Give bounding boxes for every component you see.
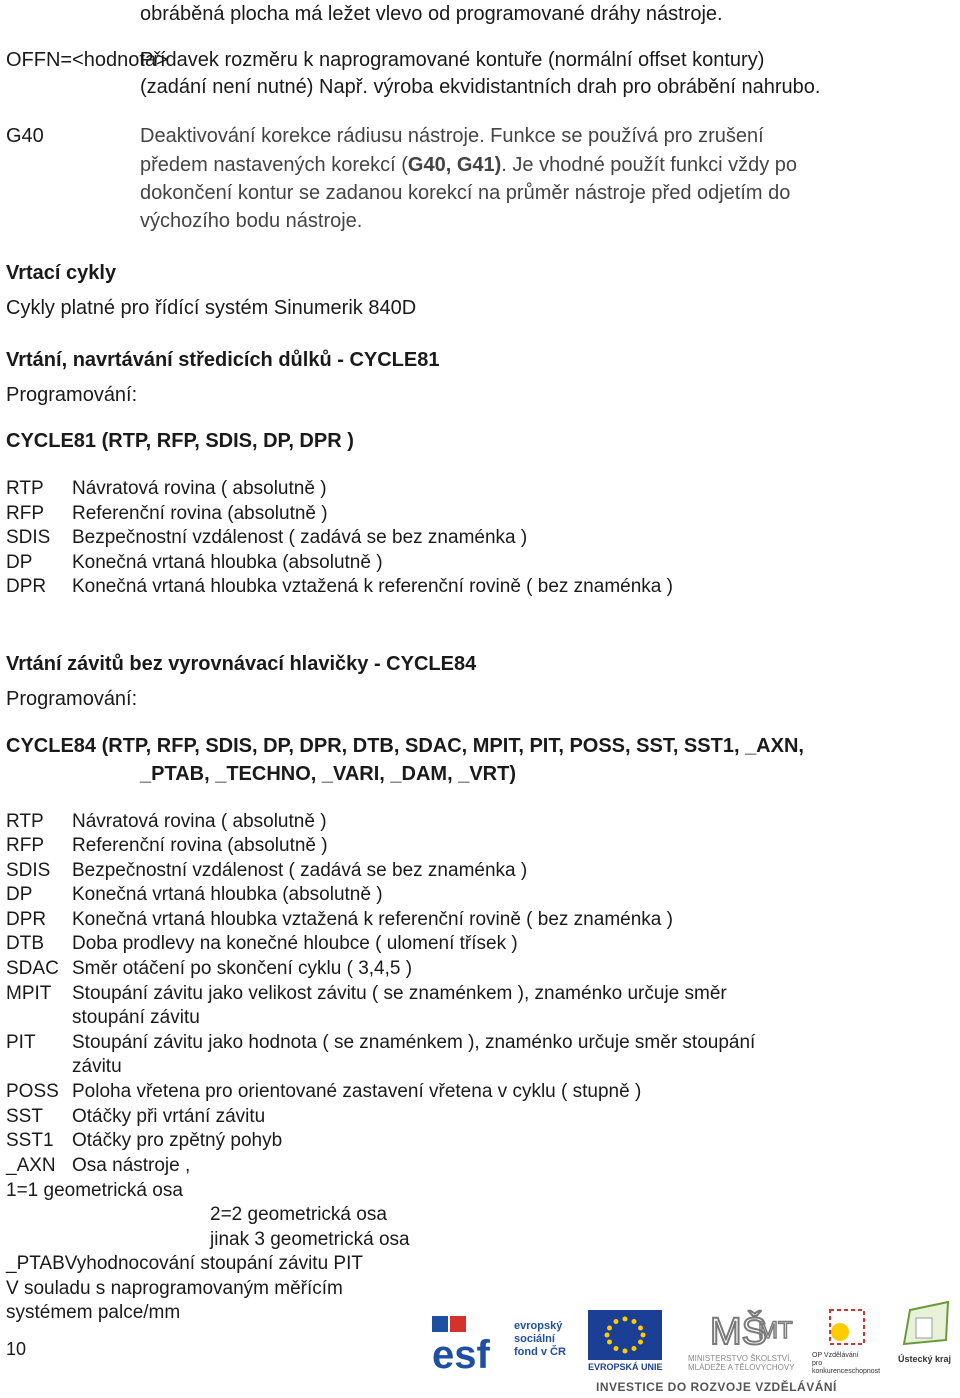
param-desc: Konečná vrtaná hloubka vztažená k referenční rovině ( bez znaménka ) [72,909,673,930]
msmt-logo [680,1304,810,1374]
cycle84-programming-label: Programování: [6,688,138,710]
g40-desc-part: . Je vhodné použít funkci vždy po [501,154,798,176]
param-name: DP [6,884,33,905]
msmt-text-line: MLÁDEŽE A TĚLOVÝCHOVY [688,1363,795,1372]
op-text [812,1352,880,1376]
param-desc: Referenční rovina (absolutně ) [72,503,328,524]
op-text-line: pro konkurenceschopnost [812,1360,881,1375]
param-desc: Otáčky při vrtání závitu [72,1106,266,1127]
cycle81-heading: Vrtání, navrtávání středicích důlků - CYCLE81 [6,349,440,371]
section-subtitle: Cykly platné pro řídící systém Sinumerik 840D [6,297,417,319]
offn-label: OFFN=<hodnota> [6,49,168,71]
param-desc: Stoupání závitu jako hodnota ( se znaménkem ), znaménko určuje směr stoupání [72,1032,756,1053]
param-name: RFP [6,503,44,524]
esf-logo [430,1308,580,1374]
continuation-line: obráběná plocha má ležet vlevo od programované dráhy nástroje. [140,3,723,25]
svg-text:MT: MT [758,1317,793,1344]
param-name: DTB [6,933,44,954]
param-desc-cont: závitu [72,1056,122,1077]
param-desc: Bezpečnostní vzdálenost ( zadává se bez znaménka ) [72,527,528,548]
param-name: PIT [6,1032,36,1053]
g40-desc-line: dokončení kontur se zadanou korekcí na průměr nástroje před odjetím do [140,182,791,204]
cycle81-programming-label: Programování: [6,384,138,406]
axn-option: 2=2 geometrická osa [210,1204,387,1225]
op-logo-mark [812,1306,872,1352]
param-desc: Stoupání závitu jako velikost závitu ( se znaménkem ), znaménko určuje směr [72,983,727,1004]
ptab-line: V souladu s naprogramovaným měřícím [6,1278,343,1299]
param-desc: Bezpečnostní vzdálenost ( zadává se bez znaménka ) [72,860,528,881]
cycle84-syntax-cont: _PTAB, _TECHNO, _VARI, _DAM, _VRT) [140,763,516,785]
param-name: SST [6,1106,43,1127]
param-name: _AXN [6,1155,56,1176]
param-desc: Osa nástroje , [72,1155,191,1176]
param-desc: Konečná vrtaná hloubka vztažená k referenční rovině ( bez znaménka ) [72,576,673,597]
kraj-logo-mark [896,1300,956,1352]
param-name: DP [6,552,33,573]
param-name: RFP [6,835,44,856]
param-name: POSS [6,1081,59,1102]
offn-desc-line: Přídavek rozměru k naprogramované kontuře (normální offset kontury) [140,49,765,71]
esf-text-line: fond v ČR [514,1346,566,1358]
g40-desc-line: Deaktivování korekce rádiusu nástroje. Funkce se používá pro zrušení [140,125,764,147]
esf-text [514,1320,566,1359]
param-name: DPR [6,576,47,597]
msmt-logo-mark [680,1304,810,1354]
axn-option: jinak 3 geometrická osa [210,1229,410,1250]
g40-desc-line: výchozího bodu nástroje. [140,210,363,232]
param-desc: Doba prodlevy na konečné hloubce ( ulomení třísek ) [72,933,518,954]
cycle84-syntax: CYCLE84 (RTP, RFP, SDIS, DP, DPR, DTB, SDAC, MPIT, PIT, POSS, SST, SST1, _AXN, [6,735,804,757]
investment-banner: INVESTICE DO ROZVOJE VZDĚLÁVÁNÍ [596,1380,837,1394]
param-name: DPR [6,909,47,930]
g40-label: G40 [6,125,44,147]
ptab-line: systémem palce/mm [6,1302,181,1323]
param-desc: Návratová rovina ( absolutně ) [72,811,327,832]
offn-desc-line: (zadání není nutné) Např. výroba ekvidistantních drah pro obrábění nahrubo. [140,76,821,98]
param-name: SST1 [6,1130,54,1151]
g40-desc-part: předem nastavených korekcí ( [140,154,408,176]
kraj-text: Ústecký kraj [898,1354,952,1364]
esf-text-line: evropský [514,1320,563,1332]
ptab-line: _PTABVyhodnocování stoupání závitu PIT [6,1253,363,1274]
param-desc: Konečná vrtaná hloubka (absolutně ) [72,552,383,573]
param-desc: Konečná vrtaná hloubka (absolutně ) [72,884,383,905]
g40-desc-line [140,153,797,177]
param-desc: Referenční rovina (absolutně ) [72,835,328,856]
msmt-text-line: MINISTERSTVO ŠKOLSTVÍ, [688,1354,792,1363]
param-desc: Poloha vřetena pro orientované zastavení vřetena v cyklu ( stupně ) [72,1081,642,1102]
eu-text: EVROPSKÁ UNIE [588,1362,663,1372]
funding-logos-bar [430,1300,960,1398]
param-name: SDAC [6,958,59,979]
kraj-logo [896,1300,958,1376]
eu-flag-icon [586,1310,666,1362]
param-name: RTP [6,478,44,499]
param-name: SDIS [6,527,51,548]
g40-desc-bold: G40, G41) [407,154,502,176]
esf-text-line: sociální [514,1333,555,1345]
cycle84-heading: Vrtání závitů bez vyrovnávací hlavičky - CYCLE84 [6,653,477,675]
param-desc: Otáčky pro zpětný pohyb [72,1130,283,1151]
svg-text:MŠ: MŠ [710,1311,767,1353]
op-logo [812,1306,881,1375]
section-title: Vrtací cykly [6,262,117,284]
param-name: SDIS [6,860,51,881]
svg-text:esf: esf [432,1333,490,1374]
param-desc: Směr otáčení po skončení cyklu ( 3,4,5 ) [72,958,413,979]
param-desc: Návratová rovina ( absolutně ) [72,478,327,499]
cycle81-syntax: CYCLE81 (RTP, RFP, SDIS, DP, DPR ) [6,430,354,452]
param-name: RTP [6,811,44,832]
param-name: MPIT [6,983,52,1004]
eu-logo [586,1310,666,1374]
axn-option: 1=1 geometrická osa [6,1180,183,1201]
msmt-text [688,1354,795,1372]
op-text-line: OP Vzdělávání [812,1352,859,1359]
page-number: 10 [6,1339,27,1359]
param-desc-cont: stoupání závitu [72,1007,200,1028]
